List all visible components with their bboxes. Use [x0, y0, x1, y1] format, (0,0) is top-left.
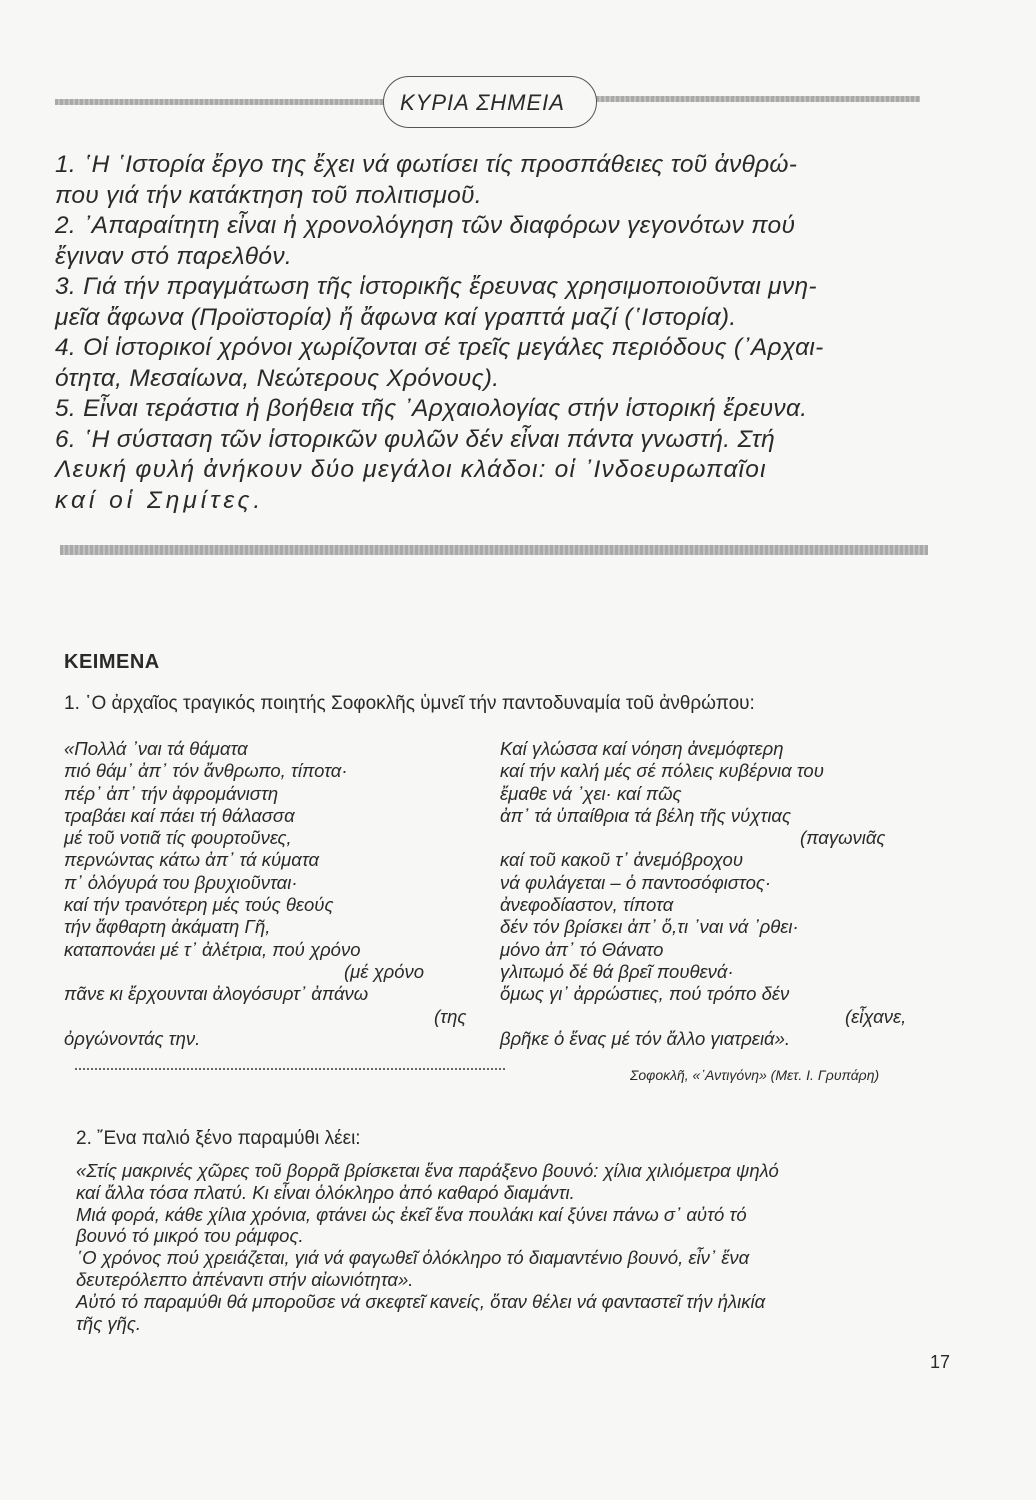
poem-line: δέν τόν βρίσκει ἀπ᾿ ὅ,τι ᾿ναι νά ᾿ρθει· — [500, 916, 799, 938]
poem-right-column — [500, 738, 930, 1050]
poem-attribution: Σοφοκλῆ, «᾿Αντιγόνη» (Μετ. Ι. Γρυπάρη) — [630, 1067, 880, 1083]
header-rule-left — [55, 99, 385, 105]
poem-line: ἀνεφοδίαστον, τίποτα — [500, 894, 674, 916]
poem-line: περνώντας κάτω ἀπ᾿ τά κύματα — [64, 849, 320, 871]
key-point-line: που γιά τήν κατάκτηση τοῦ πολιτισμοῦ. — [55, 181, 482, 209]
tale-line: καί ἄλλα τόσα πλατύ. Κι εἶναι ὁλόκληρο ἀπό καθαρό διαμάντι. — [76, 1181, 575, 1203]
poem-line: γλιτωμό δέ θά βρεῖ πουθενά· — [500, 960, 734, 982]
text2-intro: 2. ῎Ενα παλιό ξένο παραμύθι λέει: — [76, 1128, 361, 1149]
section-title: ΚΕΙΜΕΝΑ — [64, 651, 160, 673]
poem-line: π᾿ ὁλόγυρά του βρυχιοῦνται· — [64, 871, 298, 893]
poem-line: νά φυλάγεται – ὁ παντοσόφιστος· — [500, 871, 772, 893]
tale-line: ῾Ο χρόνος πού χρειάζεται, γιά νά φαγωθεῖ ὁλόκληρο τό διαμαντένιο βουνό, εἶν᾿ ἕνα — [76, 1247, 750, 1269]
poem-line: ὀργώνοντάς την. — [64, 1027, 201, 1049]
key-point-line: καί οἱ Σημίτες. — [55, 486, 265, 514]
poem-line: Καί γλώσσα καί νόηση ἀνεμόφτερη — [500, 738, 784, 759]
tale-line: δευτερόλεπτο ἀπέναντι στήν αἰωνιότητα». — [76, 1268, 414, 1290]
header-rule-right — [596, 96, 920, 102]
page-number: 17 — [930, 1352, 951, 1372]
section-divider — [60, 545, 928, 555]
key-point-line: 4. Οἱ ἱστορικοί χρόνοι χωρίζονται σέ τρεῖς μεγάλες περιόδους (᾿Αρχαι- — [55, 334, 824, 361]
poem-line: (παγωνιᾶς — [800, 827, 886, 849]
poem-left-column — [64, 738, 484, 1050]
tale-line: «Στίς μακρινές χῶρες τοῦ βορρᾶ βρίσκεται ἕνα παράξενο βουνό: χίλια χιλιόμετρα ψηλό — [76, 1160, 779, 1181]
key-point-line: ἔγιναν στό παρελθόν. — [55, 242, 292, 270]
poem-line: ἔμαθε νά ᾿χει· καί πῶς — [500, 782, 682, 804]
tale-line: βουνό τό μικρό του ράμφος. — [76, 1225, 304, 1247]
poem-line: καταπονάει μέ τ᾿ ἀλέτρια, πού χρόνο — [64, 938, 361, 960]
key-point-line: 3. Γιά τήν πραγμάτωση τῆς ἱστορικῆς ἔρευνας χρησιμοποιοῦνται μνη- — [55, 273, 817, 300]
poem-line: καί τήν καλή μές σέ πόλεις κυβέρνια του — [500, 760, 824, 782]
poem-line: «Πολλά ᾿ναι τά θάματα — [64, 738, 248, 759]
poem-line: (εἶχανε, — [845, 1005, 907, 1027]
poem-line: (μέ χρόνο — [344, 960, 425, 982]
poem-line: ἀπ᾿ τά ὑπαίθρια τά βέλη τῆς νύχτιας — [500, 804, 791, 826]
poem-line: τήν ἄφθαρτη ἀκάματη Γῆ, — [64, 916, 271, 938]
dotted-separator — [75, 1068, 505, 1070]
key-point-line: 5. Εἶναι τεράστια ἡ βοήθεια τῆς ᾿Αρχαιολογίας στήν ἱστορική ἔρευνα. — [55, 395, 808, 422]
tale-text — [76, 1160, 956, 1334]
poem-line: ὅμως γι᾿ ἀρρώστιες, πού τρόπο δέν — [500, 983, 790, 1005]
tale-line: Αὐτό τό παραμύθι θά μποροῦσε νά σκεφτεῖ κανείς, ὅταν θέλει νά φανταστεῖ τήν ἡλικία — [76, 1290, 766, 1312]
poem-line: (της — [434, 1005, 467, 1027]
poem-line: πιό θάμ᾿ ἀπ᾿ τόν ἄνθρωπο, τίποτα· — [64, 760, 348, 782]
key-point-line: 1. ῾Η ῾Ιστορία ἔργο της ἔχει νά φωτίσει τίς προσπάθειες τοῦ ἀνθρώ- — [55, 151, 798, 178]
key-point-line: 2. ᾿Απαραίτητη εἶναι ἡ χρονολόγηση τῶν διαφόρων γεγονότων πού — [55, 212, 796, 239]
poem-line: τραβάει καί πάει τή θάλασσα — [64, 804, 295, 826]
tale-line: τῆς γῆς. — [76, 1312, 141, 1334]
poem-line: βρῆκε ὁ ἕνας μέ τόν ἄλλο γιατρειά». — [500, 1027, 791, 1049]
poem-line: πᾶνε κι ἔρχουνται ἀλογόσυρτ᾿ ἀπάνω — [64, 983, 369, 1005]
poem-line: καί τοῦ κακοῦ τ᾿ ἀνεμόβροχου — [500, 849, 744, 871]
tale-line: Μιά φορά, κάθε χίλια χρόνια, φτάνει ὡς ἐκεῖ ἕνα πουλάκι καί ξύνει πάνω σ᾿ αὐτό τό — [76, 1203, 747, 1225]
poem-line: μέ τοῦ νοτιᾶ τίς φουρτοῦνες, — [64, 827, 292, 849]
key-point-line: μεῖα ἄφωνα (Προϊστορία) ἤ ἄφωνα καί γραπτά μαζί (῾Ιστορία). — [55, 303, 737, 331]
header-title: ΚΥΡΙΑ ΣΗΜΕΙΑ — [400, 90, 565, 115]
key-points-list — [55, 150, 935, 516]
poem-line: μόνο ἀπ᾿ τό Θάνατο — [500, 938, 664, 960]
key-point-line: 6. ῾Η σύσταση τῶν ἱστορικῶν φυλῶν δέν εἶναι πάντα γνωστή. Στή — [55, 425, 776, 453]
poem-line: πέρ᾿ ἀπ᾿ τήν ἀφρομάνιστη — [64, 782, 279, 804]
key-point-line: Λευκή φυλή ἀνήκουν δύο μεγάλοι κλάδοι: οἱ ᾿Ινδοευρωπαῖοι — [55, 456, 767, 483]
poem-line: καί τήν τρανότερη μές τούς θεούς — [64, 894, 334, 916]
key-point-line: ότητα, Μεσαίωνα, Νεώτερους Χρόνους). — [55, 364, 500, 392]
text1-intro: 1. ῾Ο ἀρχαῖος τραγικός ποιητής Σοφοκλῆς ὑμνεῖ τήν παντοδυναμία τοῦ ἀνθρώπου: — [64, 693, 755, 714]
